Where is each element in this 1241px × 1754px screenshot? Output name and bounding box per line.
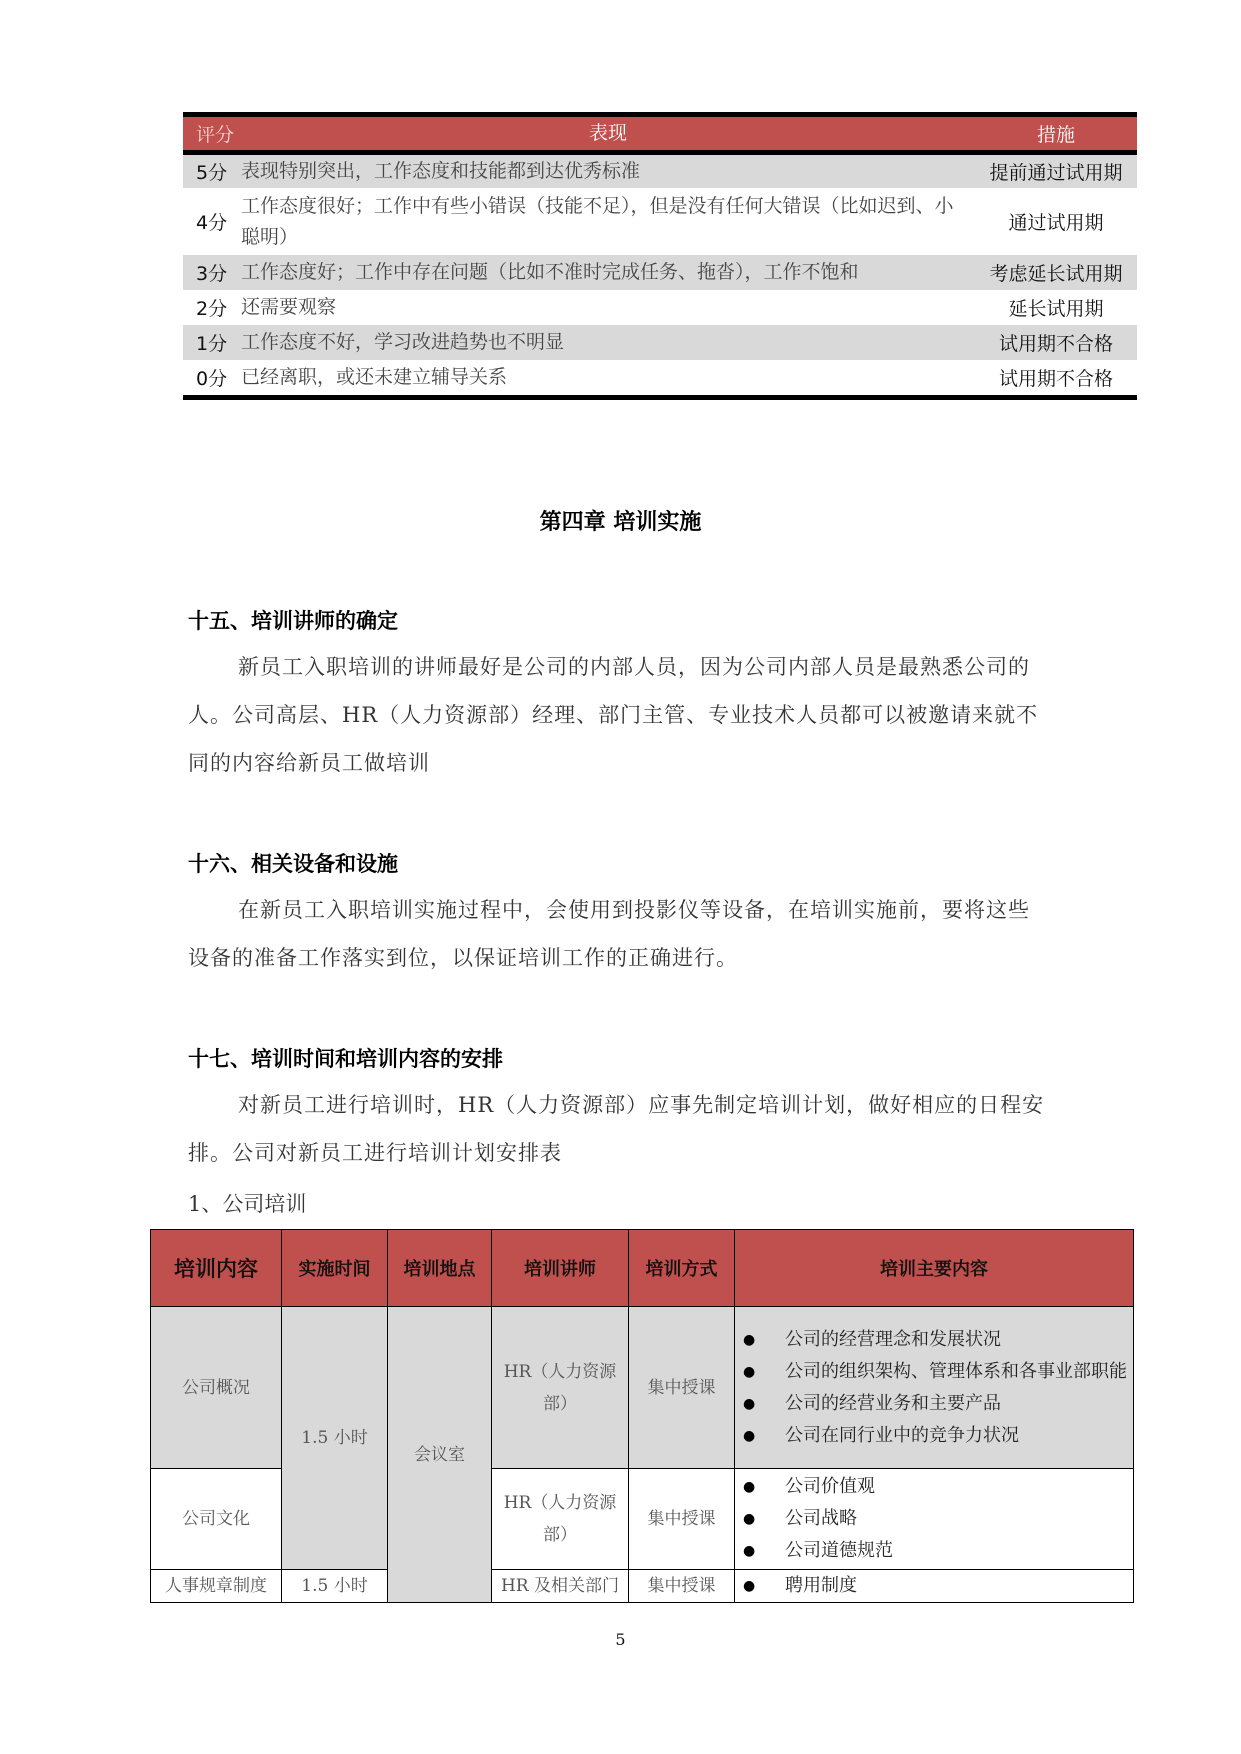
score-description: 表现特别突出，工作态度和技能都到达优秀标准 (241, 160, 641, 182)
score-action: 提前通过试用期 (989, 162, 1123, 184)
score-action: 考虑延长试用期 (989, 263, 1123, 285)
score-value: 1分 (196, 333, 228, 355)
section-body: 在新员工入职培训实施过程中，会使用到投影仪等设备，在培训实施前，要将这些设备的准备工作落实到位，以保证培训工作的正确进行。 (188, 898, 1030, 970)
cell-lecturer: HR 及相关部门 (492, 1570, 629, 1603)
header-lecturer: 培训讲师 (492, 1230, 629, 1307)
section-body: 对新员工进行培训时，HR（人力资源部）应事先制定培训计划，做好相应的日程安排。公司对新员工进行培训计划安排表 (188, 1093, 1045, 1165)
section-heading: 十六、相关设备和设施 (188, 852, 398, 876)
bullet-text: 公司价值观 (785, 1476, 875, 1497)
section-body: 新员工入职培训的讲师最好是公司的内部人员，因为公司内部人员是最熟悉公司的人。公司高层、HR（人力资源部）经理、部门主管、专业技术人员都可以被邀请来就不同的内容给新员工做培训 (188, 655, 1039, 775)
list-label: 1、公司培训 (188, 1192, 307, 1216)
cell-items (735, 1469, 1134, 1570)
bullet-item (743, 1570, 1133, 1602)
score-table-header (183, 117, 1137, 155)
header-score: 评分 (196, 124, 235, 146)
cell-lecturer: HR（人力资源部） (492, 1307, 629, 1469)
training-table (150, 1229, 1134, 1603)
bullet-item (743, 1420, 1133, 1452)
bullet-item (743, 1356, 1133, 1388)
cell-content: 人事规章制度 (151, 1570, 282, 1603)
cell-lecturer: HR（人力资源部） (492, 1469, 629, 1570)
bullet-icon: ● (743, 1363, 756, 1380)
cell-items (735, 1307, 1134, 1469)
score-value: 2分 (196, 298, 228, 320)
score-value: 0分 (196, 368, 228, 390)
header-action: 措施 (1036, 124, 1075, 146)
score-value: 3分 (196, 263, 228, 285)
section-heading: 十五、培训讲师的确定 (188, 609, 398, 633)
cell-content: 公司文化 (151, 1469, 282, 1570)
bullet-text: 公司道德规范 (785, 1540, 893, 1561)
bullet-item (743, 1503, 1133, 1535)
header-main-content: 培训主要内容 (735, 1230, 1134, 1307)
score-description: 工作态度很好；工作中有些小错误（技能不足），但是没有任何大错误（比如迟到、小聪明） (241, 194, 954, 248)
cell-items (735, 1570, 1134, 1603)
cell-location: 会议室 (388, 1307, 492, 1603)
score-table (183, 112, 1137, 400)
bullet-text: 公司在同行业中的竞争力状况 (785, 1424, 1019, 1446)
score-row (183, 155, 1137, 188)
cell-content: 公司概况 (151, 1307, 282, 1469)
header-time: 实施时间 (282, 1230, 388, 1307)
page-number: 5 (615, 1630, 626, 1649)
bullet-icon: ● (743, 1479, 756, 1495)
header-description: 表现 (588, 122, 627, 144)
bullet-icon: ● (743, 1427, 756, 1444)
header-method: 培训方式 (629, 1230, 735, 1307)
header-location: 培训地点 (388, 1230, 492, 1307)
bullet-icon: ● (743, 1331, 756, 1348)
bullet-icon: ● (743, 1511, 756, 1527)
table-row (151, 1307, 1134, 1469)
bullet-text: 公司的经营理念和发展状况 (785, 1328, 1001, 1350)
cell-method: 集中授课 (629, 1570, 735, 1603)
bullet-text: 公司战略 (785, 1508, 857, 1529)
table-row (151, 1570, 1134, 1603)
score-action: 试用期不合格 (998, 333, 1113, 355)
cell-time: 1.5 小时 (282, 1570, 388, 1603)
bullet-text: 公司的组织架构、管理体系和各事业部职能 (785, 1360, 1127, 1382)
score-value: 4分 (196, 212, 228, 234)
score-row (183, 360, 1137, 395)
section-heading: 十七、培训时间和培训内容的安排 (188, 1047, 503, 1071)
bullet-icon: ● (743, 1395, 756, 1412)
score-action: 试用期不合格 (998, 368, 1113, 390)
score-row (183, 255, 1137, 290)
cell-method: 集中授课 (629, 1469, 735, 1570)
bullet-text: 公司的经营业务和主要产品 (785, 1392, 1001, 1414)
score-action: 通过试用期 (1008, 212, 1104, 234)
score-action: 延长试用期 (1008, 298, 1104, 320)
bullet-item (743, 1535, 1133, 1567)
cell-method: 集中授课 (629, 1307, 735, 1469)
score-value: 5分 (196, 162, 228, 184)
bullet-text: 聘用制度 (785, 1575, 857, 1596)
chapter-title: 第四章 培训实施 (539, 510, 702, 535)
bullet-item (743, 1324, 1133, 1356)
header-content: 培训内容 (151, 1230, 282, 1307)
score-description: 已经离职，或还未建立辅导关系 (241, 366, 508, 388)
score-row (183, 188, 1137, 255)
bullet-item (743, 1388, 1133, 1420)
score-description: 还需要观察 (241, 296, 337, 318)
training-table-header (151, 1230, 1134, 1307)
cell-time: 1.5 小时 (282, 1307, 388, 1570)
bullet-icon: ● (743, 1578, 756, 1594)
score-description: 工作态度不好，学习改进趋势也不明显 (241, 331, 565, 353)
score-row (183, 290, 1137, 325)
score-description: 工作态度好；工作中存在问题（比如不准时完成任务、拖沓），工作不饱和 (241, 261, 859, 283)
bullet-item (743, 1471, 1133, 1503)
score-row (183, 325, 1137, 360)
bullet-icon: ● (743, 1543, 756, 1559)
